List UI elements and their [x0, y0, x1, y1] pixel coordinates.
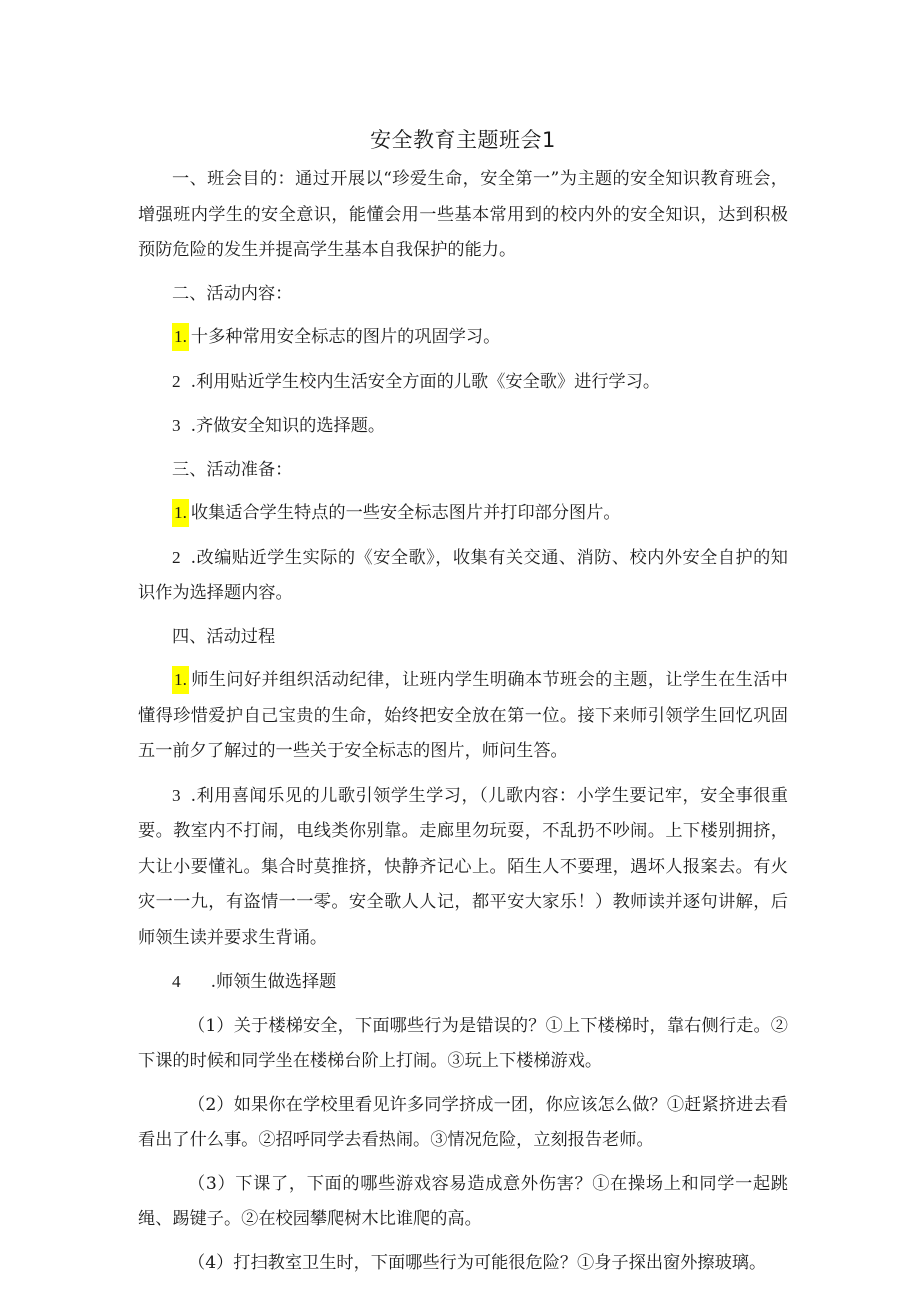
question-1: （1）关于楼梯安全，下面哪些行为是错误的？①上下楼梯时，靠右侧行走。②下课的时候和同学坐在楼梯台阶上打闹。③玩上下楼梯游戏。	[138, 1015, 788, 1071]
process-step-1	[138, 663, 788, 770]
prep-item-2	[138, 540, 788, 612]
question-3: （3）下课了，下面的哪些游戏容易造成意外伤害？①在操场上和同学一起跳绳、踢键子。②在校园攀爬树木比谁爬的高。	[138, 1173, 788, 1229]
content-item-2	[138, 364, 788, 401]
highlighted-number: 1.	[172, 666, 189, 694]
process-step-4-text: .师领生做选择题	[210, 972, 337, 992]
highlighted-number: 1.	[172, 499, 189, 527]
question-4: （4）打扫教室卫生时，下面哪些行为可能很危险？①身子探出窗外擦玻璃。	[188, 1252, 767, 1273]
content-item-2-text: .利用贴近学生校内生活安全方面的儿歌《安全歌》进行学习。	[190, 371, 661, 392]
content-item-3	[138, 408, 788, 445]
document-title: 安全教育主题班会1	[370, 128, 556, 152]
heading-activity-content: 二、活动内容：	[172, 283, 293, 304]
document-page	[138, 120, 788, 1289]
paragraph-purpose: 一、班会目的：通过开展以“珍爱生命，安全第一”为主题的安全知识教育班会，增强班内学生的安全意识，能懂会用一些基本常用到的校内外的安全知识，达到积极预防危险的发生并提高学生基本自我保护的能力。	[138, 169, 788, 260]
highlighted-number: 1.	[172, 323, 189, 351]
item-number: 4	[172, 972, 181, 991]
prep-item-2-text: .改编贴近学生实际的《安全歌》，收集有关交通、消防、校内外安全自护的知识作为选择题内容。	[138, 547, 788, 603]
prep-item-1-text: 收集适合学生特点的一些安全标志图片并打印部分图片。	[190, 503, 621, 523]
content-item-1	[138, 320, 788, 356]
item-number: 3	[172, 785, 181, 805]
content-item-1-text: 十多种常用安全标志的图片的巩固学习。	[190, 327, 501, 347]
heading-activity-preparation: 三、活动准备：	[172, 459, 293, 480]
item-number: 2	[172, 371, 181, 391]
question-2: （2）如果你在学校里看见许多同学挤成一团，你应该怎么做？①赶紧挤进去看看出了什么事。②招呼同学去看热闹。③情况危险，立刻报告老师。	[138, 1094, 788, 1150]
item-number: 2	[172, 547, 181, 567]
process-step-3-text: .利用喜闻乐见的儿歌引领学生学习，（儿歌内容：小学生要记牢，安全事很重要。教室内不打闹，电线类你别靠。走廊里勿玩耍，不乱扔不吵闹。上下楼别拥挤，大让小要懂礼。集合时莫推挤，快静齐记心上。陌生人不要理，遇坏人报案去。有火灾一一九，有盗情一一零。安全歌人人记，都平安大家乐！）教师读并逐句讲解，后师领生读并要求生背诵。	[138, 785, 788, 948]
heading-activity-process: 四、活动过程	[172, 626, 276, 647]
content-item-3-text: .齐做安全知识的选择题。	[190, 416, 386, 436]
process-step-4	[138, 964, 788, 1001]
prep-item-1	[138, 496, 788, 532]
process-step-3	[138, 778, 788, 957]
process-step-1-text: 师生问好并组织活动纪律，让班内学生明确本节班会的主题，让学生在生活中懂得珍惜爱护自己宝贵的生命，始终把安全放在第一位。接下来师引领学生回忆巩固五一前夕了解过的一些关于安全标志的图片，师问生答。	[138, 670, 788, 761]
item-number: 3	[172, 416, 181, 435]
